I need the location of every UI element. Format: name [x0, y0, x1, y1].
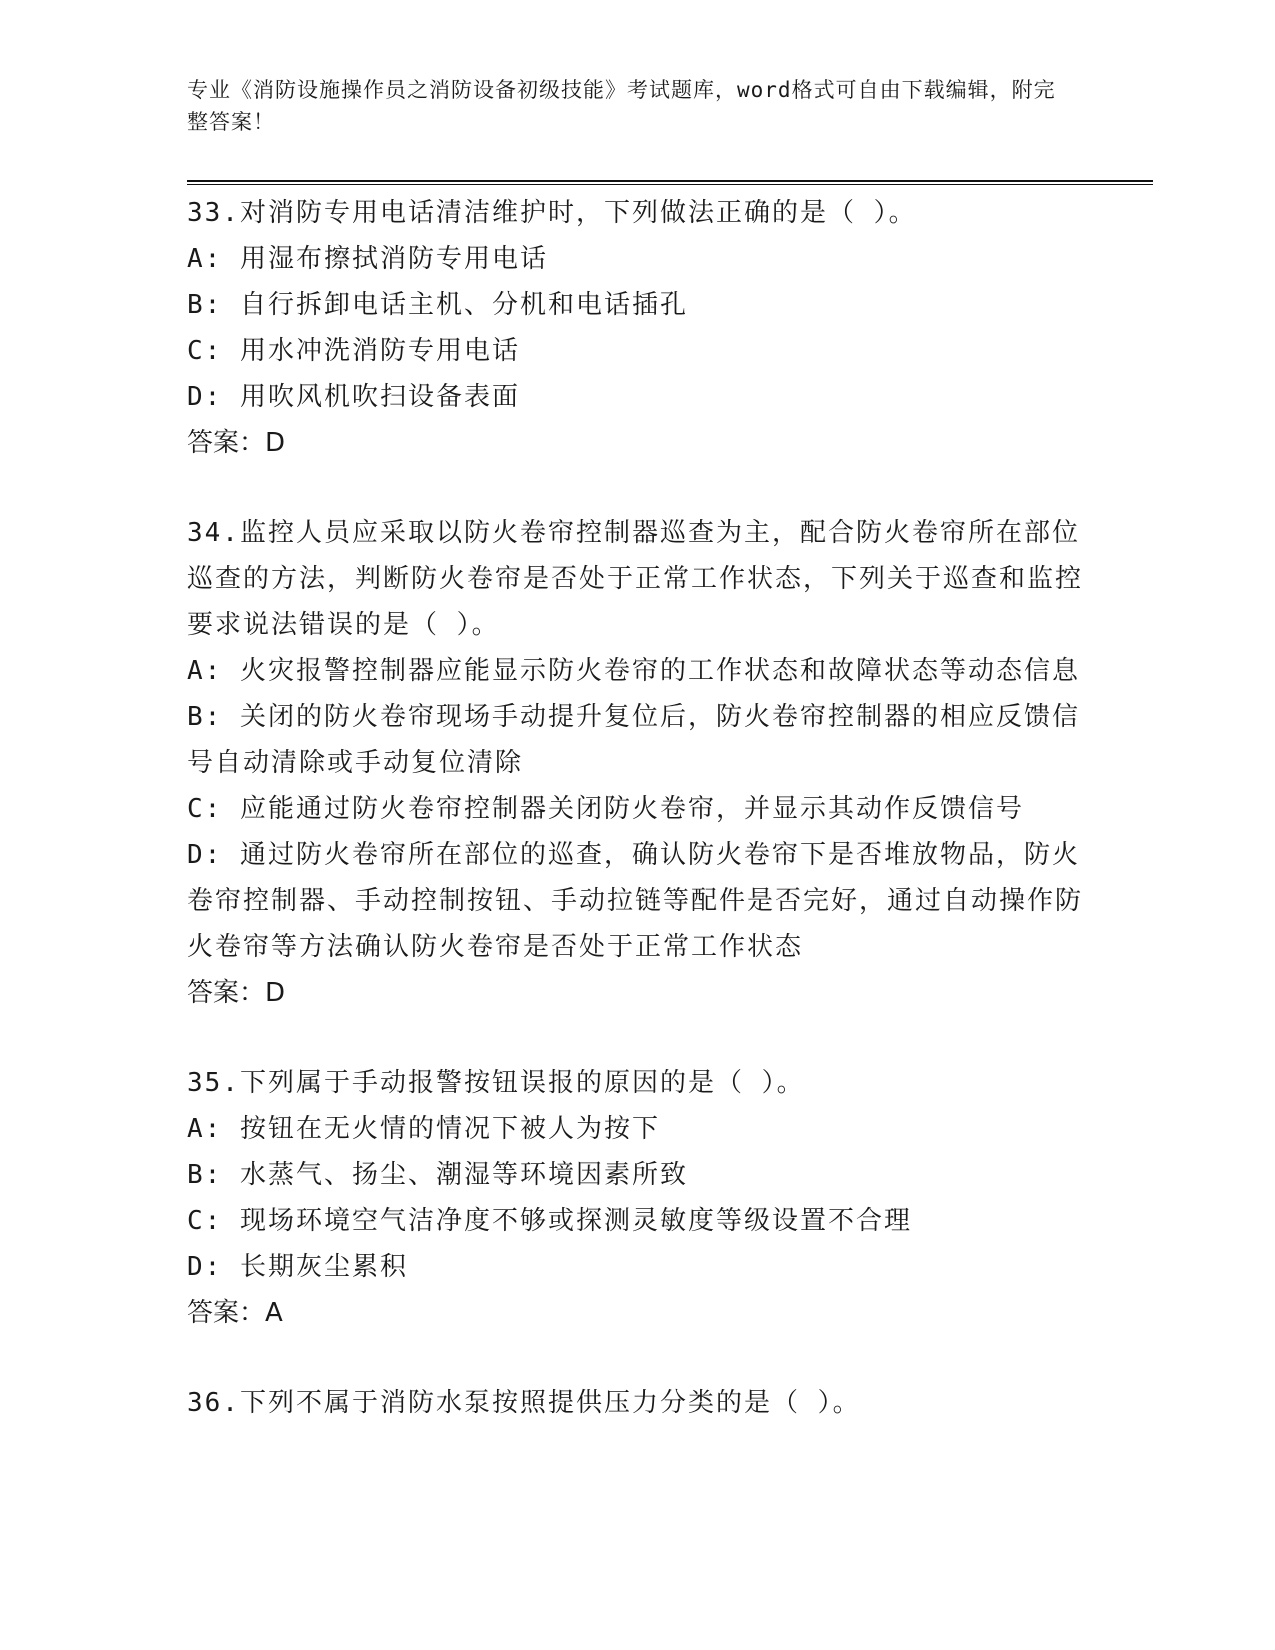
option-a: A: 按钮在无火情的情况下被人为按下 [187, 1114, 660, 1144]
question-35 [187, 1060, 1087, 1336]
option-d: D: 长期灰尘累积 [187, 1252, 408, 1282]
question-36 [187, 1380, 1087, 1426]
question-stem: 36.下列不属于消防水泵按照提供压力分类的是（ ）。 [187, 1388, 861, 1418]
option-a: A: 火灾报警控制器应能显示防火卷帘的工作状态和故障状态等动态信息 [187, 656, 1080, 686]
option-d: D: 通过防火卷帘所在部位的巡查，确认防火卷帘下是否堆放物品，防火卷帘控制器、手动控制按钮、手动拉链等配件是否完好，通过自动操作防火卷帘等方法确认防火卷帘是否处于正常工作状态 [187, 840, 1084, 962]
option-b: B: 水蒸气、扬尘、潮湿等环境因素所致 [187, 1160, 688, 1190]
question-stem: 35.下列属于手动报警按钮误报的原因的是（ ）。 [187, 1068, 805, 1098]
option-a: A: 用湿布擦拭消防专用电话 [187, 244, 548, 274]
question-33 [187, 190, 1087, 466]
question-list [187, 190, 1087, 1470]
option-c: C: 现场环境空气洁净度不够或探测灵敏度等级设置不合理 [187, 1206, 912, 1236]
document-header: 专业《消防设施操作员之消防设备初级技能》考试题库，word格式可自由下载编辑，附完整答案！ [187, 78, 1056, 134]
option-b: B: 关闭的防火卷帘现场手动提升复位后，防火卷帘控制器的相应反馈信号自动清除或手动复位清除 [187, 702, 1080, 778]
header-divider [187, 180, 1153, 182]
question-stem: 33.对消防专用电话清洁维护时，下列做法正确的是（ ）。 [187, 198, 917, 228]
option-d: D: 用吹风机吹扫设备表面 [187, 382, 520, 412]
question-34 [187, 510, 1087, 1016]
answer: 答案：D [187, 978, 286, 1008]
header-divider-thin [187, 184, 1153, 185]
option-c: C: 用水冲洗消防专用电话 [187, 336, 520, 366]
answer: 答案：A [187, 1298, 283, 1328]
question-stem: 34.监控人员应采取以防火卷帘控制器巡查为主，配合防火卷帘所在部位巡查的方法，判断防火卷帘是否处于正常工作状态，下列关于巡查和监控要求说法错误的是（ ）。 [187, 518, 1084, 640]
option-b: B: 自行拆卸电话主机、分机和电话插孔 [187, 290, 688, 320]
option-c: C: 应能通过防火卷帘控制器关闭防火卷帘，并显示其动作反馈信号 [187, 794, 1024, 824]
answer: 答案：D [187, 428, 286, 458]
